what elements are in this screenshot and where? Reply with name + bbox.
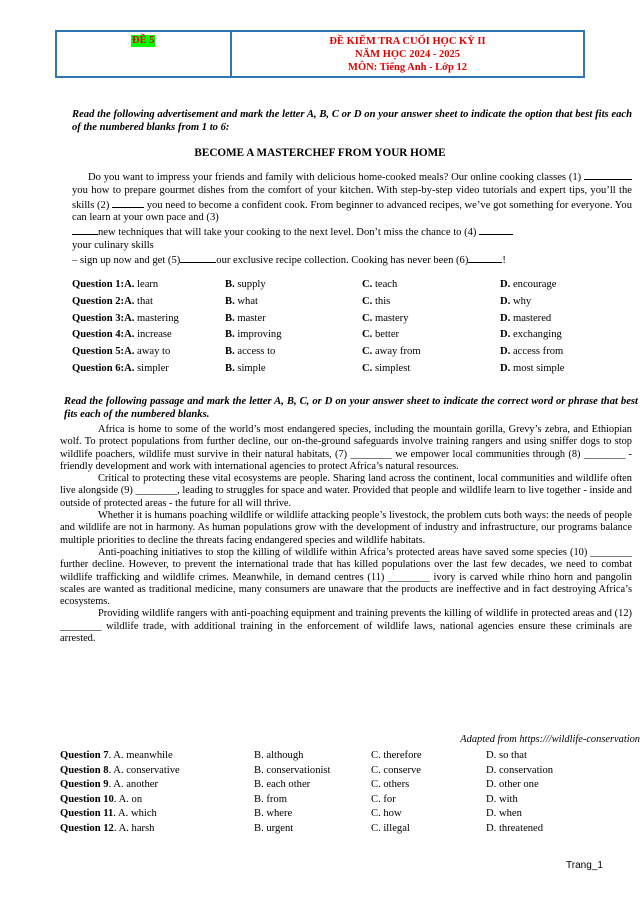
section1-instruction: Read the following advertisement and mark the letter A, B, C or D on your answer sheet to indicate the option that best fits each of the numbered blanks from 1 to 6: <box>72 109 632 133</box>
blank-4 <box>479 225 513 235</box>
question-row: Question 1: A. learn B. supply C. teach D. encourage <box>72 277 179 294</box>
exam-header-box <box>55 30 585 78</box>
ad-text-part: new techniques that will take your cooking to the next level. Don’t miss the chance to (4) <box>98 227 480 239</box>
blank-1 <box>584 170 632 180</box>
page-number: Trang_1 <box>566 860 603 871</box>
question-label: Question 2: <box>72 295 125 307</box>
blank-5 <box>180 253 216 263</box>
answer-option-a: A. increase <box>124 329 172 341</box>
passage-paragraph: Whether it is humans poaching wildlife or wildlife attacking people’s livestock, the problem cuts both ways: the needs of people and wildlife are not in harmony. As human populations grow with the development of industry and infrastructure, our programs balance multiple priorities to decline the threats facing endangered species and wildlife habitats. <box>60 510 632 546</box>
advertisement-text <box>72 170 632 268</box>
exam-code-label: ĐỀ 5 <box>132 35 155 46</box>
passage-paragraph: Africa is home to some of the world’s most endangered species, including the mountain gorilla, Grevy’s zebra, and Ethiopian wolf. To protect populations from further decline, our on-the-ground safeguards involve training rangers and using sniffer dogs to stop wildlife poachers, wildlife must survive in their natural habitats, (7) ________ we empower local communities through (8) ________ - friendly development and work with international agencies to protect Africa’s natural resources. <box>60 424 632 472</box>
header-left-cell <box>57 32 232 76</box>
answer-option-a: . A. which <box>113 808 157 820</box>
ad-text-part: your culinary skills <box>72 239 154 251</box>
blank-6 <box>468 253 502 263</box>
question-label: Question 6: <box>72 362 125 374</box>
ad-text-part: – sign up now and get (5) <box>72 254 181 266</box>
question-label: Question 1: <box>72 279 125 290</box>
question-label: Question 11 <box>60 808 114 820</box>
ad-text-part: ! <box>502 254 506 266</box>
question-row: Question 6: A. simpler B. simple C. simplest D. most simple <box>72 361 179 378</box>
section2-questions <box>60 749 554 837</box>
question-row: Question 10 . A. on B. from C. for D. with <box>60 793 180 808</box>
answer-option-a: A. simpler <box>124 362 169 374</box>
question-label: Question 4: <box>72 329 125 341</box>
answer-option-a: . A. conservative <box>108 764 180 776</box>
section1-questions <box>72 277 565 378</box>
question-row: Question 11 . A. which B. where C. how D. when <box>60 807 180 822</box>
section2-instruction: Read the following passage and mark the letter A, B, C, or D on your answer sheet to indicate the correct word or phrase that best fits each of the numbered blanks. <box>64 396 638 420</box>
answer-option-a: A. mastering <box>124 312 179 324</box>
question-row: Question 5: A. away to B. access to C. away from D. access from <box>72 344 179 361</box>
question-row: Question 9 . A. another B. each other C. others D. other one <box>60 778 180 793</box>
school-year: NĂM HỌC 2024 - 2025 <box>355 49 460 60</box>
question-label: Question 8 <box>60 764 109 776</box>
question-row: Question 2: A. that B. what C. this D. why <box>72 294 179 311</box>
passage-paragraph: Anti-poaching initiatives to stop the killing of wildlife within Africa’s protected areas have saved some species (10) ________ further decline. However, to prevent the international trade that has killed populations over the last few decades, we need to combat wildlife trafficking and wildlife crimes. Meanwhile, in demand centres (11) ________ ivory is carved while rhino horn and pangolin scales are wanted as traditional medicine, many consumers are unaware that the products are ineffective and in fact destroying Africa’s ecosystems. <box>60 546 632 608</box>
answer-option-a: . A. another <box>108 779 158 791</box>
answer-option-a: . A. on <box>113 793 143 805</box>
wildlife-passage <box>60 424 632 645</box>
advertisement-title: BECOME A MASTERCHEF FROM YOUR HOME <box>194 147 446 159</box>
header-right-cell <box>232 32 583 76</box>
answer-option-a: A. away to <box>124 346 171 358</box>
question-label: Question 9 <box>60 779 109 791</box>
passage-paragraph: Critical to protecting these vital ecosystems are people. Sharing land across the continent, local communities and wildlife often live alongside (9) ________, leading to struggles for space and water. Provided that people and wildlife learn to live together - inside and outside of protected areas - the future for all will thrive. <box>60 473 632 509</box>
question-row: Question 7 . A. meanwhile B. although C. therefore D. so that <box>60 749 180 764</box>
ad-text-part: Do you want to impress your friends and family with delicious home-cooked meals? Our online cooking classes (1) <box>88 172 584 183</box>
exam-title: ĐỀ KIỂM TRA CUỐI HỌC KỲ II <box>329 36 486 47</box>
blank-2 <box>112 198 144 208</box>
question-label: Question 10 <box>60 793 114 805</box>
question-row: Question 12 . A. harsh B. urgent C. illegal D. threatened <box>60 822 180 837</box>
ad-text-part: you how to prepare gourmet dishes from the comfort of your kitchen. With step-by-step video tutorials and expert tips, you’ll the skills (2) <box>72 184 632 211</box>
blank-3 <box>72 225 98 235</box>
question-label: Question 3: <box>72 312 125 324</box>
passage-paragraph: Providing wildlife rangers with anti-poaching equipment and training prevents the killing of wildlife in protected areas and (12) ________ wildlife trade, with additional training in the enforcement of wildlife laws, national agencies ensure these criminals are arrested. <box>60 608 632 645</box>
question-row: Question 4: A. increase B. improving C. better D. exchanging <box>72 327 179 344</box>
answer-option-a: A. learn <box>124 279 159 290</box>
ad-text-part: our exclusive recipe collection. Cooking has never been (6) <box>216 254 469 266</box>
question-label: Question 5: <box>72 346 125 358</box>
question-row: Question 3: A. mastering B. master C. mastery D. mastered <box>72 311 179 328</box>
subject-line: MÔN: Tiếng Anh - Lớp 12 <box>348 62 467 73</box>
ad-text-part: you need to become a confident cook. From beginner to advanced recipes, we’ve got something for everyone. You can learn at your own pace and (3) <box>72 199 632 224</box>
question-label: Question 7 <box>60 750 109 761</box>
question-label: Question 12 <box>60 822 114 834</box>
question-row: Question 8 . A. conservative B. conservationist C. conserve D. conservation <box>60 764 180 779</box>
answer-option-a: . A. harsh <box>113 822 155 834</box>
answer-option-a: A. that <box>124 295 153 307</box>
answer-option-a: . A. meanwhile <box>108 750 173 761</box>
source-citation: Adapted from https:///wildlife-conservation <box>460 734 640 745</box>
